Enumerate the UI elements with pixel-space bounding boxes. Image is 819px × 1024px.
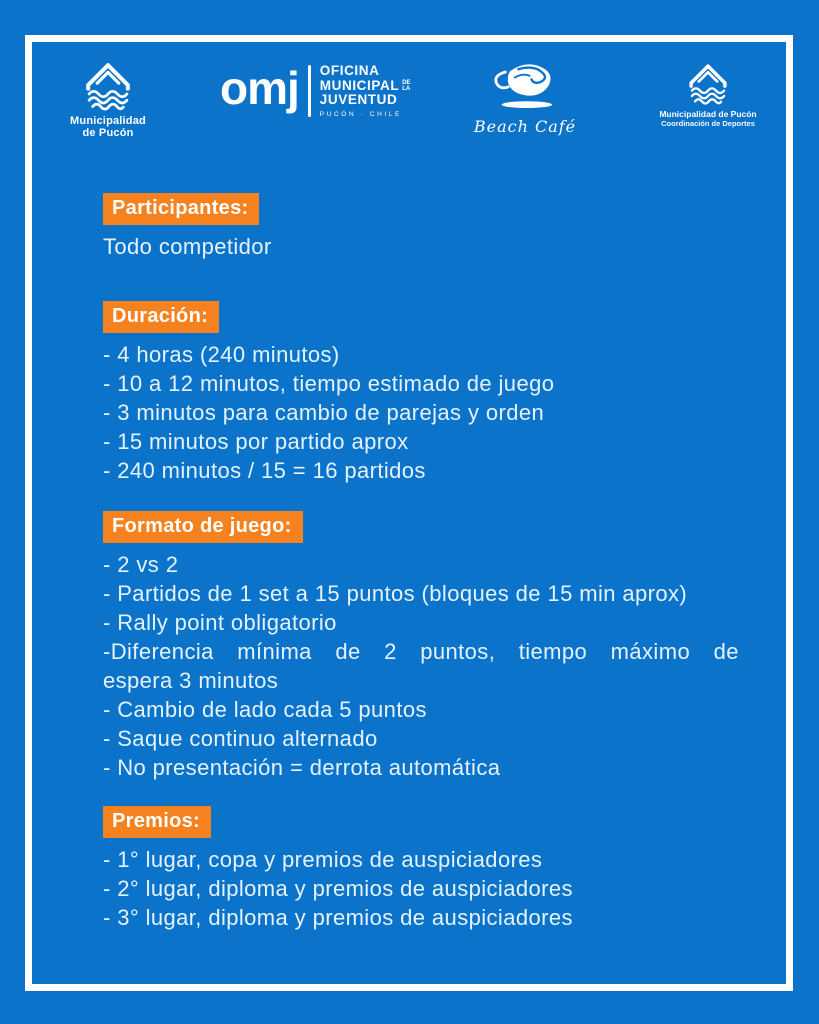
list-item: - 10 a 12 minutos, tiempo estimado de juego bbox=[103, 371, 555, 396]
logo-omj bbox=[220, 61, 412, 118]
list-item: espera 3 minutos bbox=[103, 668, 279, 693]
beach-cafe-caption: Beach Café bbox=[473, 117, 577, 136]
omj-line-de-la: DE LA bbox=[402, 79, 411, 92]
logo-coordinacion-deportes bbox=[652, 60, 764, 128]
section-title-participantes: Participantes: bbox=[103, 193, 259, 225]
list-item: -Diferencia mínima de 2 puntos, tiempo máximo de bbox=[103, 639, 739, 664]
logo-deportes-caption bbox=[652, 110, 764, 128]
omj-divider bbox=[308, 65, 311, 117]
omj-text-block bbox=[320, 64, 412, 118]
logo-municipalidad-line1: Municipalidad bbox=[70, 115, 146, 127]
logo-municipalidad-pucon bbox=[48, 58, 168, 139]
logo-deportes-line2: Coordinación de Deportes bbox=[661, 119, 755, 128]
formato-list bbox=[103, 550, 748, 782]
section-participantes bbox=[103, 193, 748, 261]
logo-municipalidad-line2: de Pucón bbox=[82, 127, 134, 139]
section-duracion bbox=[103, 301, 748, 485]
list-item: - Partidos de 1 set a 15 puntos (bloques de 15 min aprox) bbox=[103, 581, 688, 606]
logo-municipalidad-caption bbox=[48, 115, 168, 139]
municipalidad-pucon-deportes-icon bbox=[685, 60, 731, 106]
omj-line-municipal: MUNICIPAL bbox=[319, 77, 400, 93]
list-item: - 15 minutos por partido aprox bbox=[103, 429, 409, 454]
list-item: - 2° lugar, diploma y premios de auspiciadores bbox=[103, 876, 573, 901]
list-item: - No presentación = derrota automática bbox=[103, 755, 501, 780]
list-item: - Cambio de lado cada 5 puntos bbox=[103, 697, 427, 722]
list-item: - 3 minutos para cambio de parejas y orden bbox=[103, 400, 545, 425]
section-title-duracion: Duración: bbox=[103, 301, 219, 333]
omj-line-oficina: OFICINA bbox=[319, 63, 380, 78]
omj-line-juventud: JUVENTUD bbox=[319, 92, 398, 107]
list-item: - Saque continuo alternado bbox=[103, 726, 378, 751]
duracion-list bbox=[103, 340, 748, 485]
list-item: - 4 horas (240 minutos) bbox=[103, 342, 340, 367]
list-item: - Rally point obligatorio bbox=[103, 610, 337, 635]
logo-deportes-line1: Municipalidad de Pucón bbox=[659, 109, 757, 119]
section-premios bbox=[103, 806, 748, 932]
omj-wordmark: omj bbox=[220, 61, 299, 114]
beach-cafe-icon bbox=[483, 57, 567, 115]
section-title-formato: Formato de juego: bbox=[103, 511, 303, 543]
list-item: - 240 minutos / 15 = 16 partidos bbox=[103, 458, 426, 483]
list-item: Todo competidor bbox=[103, 234, 272, 259]
list-item: - 2 vs 2 bbox=[103, 552, 179, 577]
list-item: - 3° lugar, diploma y premios de auspiciadores bbox=[103, 905, 573, 930]
participantes-list bbox=[103, 232, 748, 261]
section-formato-de-juego bbox=[103, 511, 748, 782]
logo-beach-cafe bbox=[466, 57, 584, 136]
section-title-premios: Premios: bbox=[103, 806, 211, 838]
municipalidad-pucon-icon bbox=[81, 58, 135, 112]
list-item: - 1° lugar, copa y premios de auspiciadores bbox=[103, 847, 543, 872]
content bbox=[103, 193, 748, 932]
omj-subtitle: PUCÓN · CHILE bbox=[319, 110, 402, 118]
premios-list bbox=[103, 845, 748, 932]
